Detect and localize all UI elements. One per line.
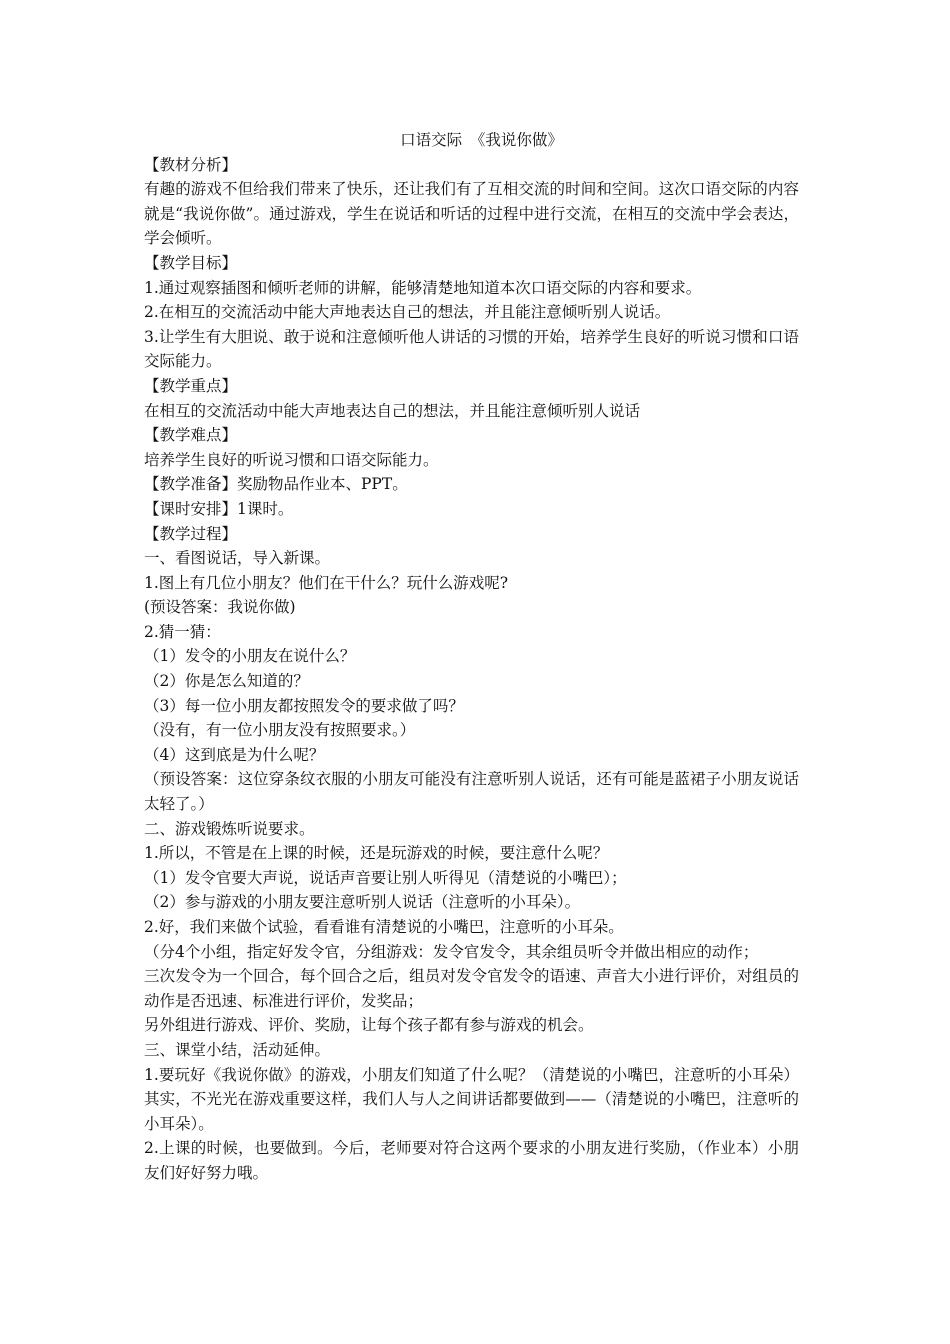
paragraph: 三次发令为一个回合，每个回合之后，组员对发令官发令的语速、声音大小进行评价，对组员的动作是否迅速、标准进行评价，发奖品； xyxy=(144,967,799,1010)
paragraph: 培养学生良好的听说习惯和口语交际能力。 xyxy=(144,450,439,469)
paragraph: （4）这到底是为什么呢？ xyxy=(144,745,325,764)
paragraph: （2）你是怎么知道的？ xyxy=(144,672,309,691)
paragraph: （1）发令官要大声说，说话声音要让别人听得见（清楚说的小嘴巴）； xyxy=(144,868,627,887)
paragraph: （预设答案：这位穿条纹衣服的小朋友可能没有注意听别人说话，还有可能是蓝裙子小朋友说话太轻了。） xyxy=(144,770,799,814)
paragraph: 【教材分析】 xyxy=(144,155,238,174)
document-title: 口语交际 《我说你做》 xyxy=(400,131,563,149)
paragraph: 1.所以，不管是在上课的时候，还是玩游戏的时候，要注意什么呢？ xyxy=(144,844,609,863)
paragraph: 【教学重点】 xyxy=(144,376,238,395)
paragraph: 有趣的游戏不但给我们带来了快乐，还让我们有了互相交流的时间和空间。这次口语交际的内容就是“我说你做”。通过游戏，学生在说话和听话的过程中进行交流，在相互的交流中学会表达，学会倾听。 xyxy=(144,180,799,248)
paragraph: 2.猜一猜： xyxy=(144,622,221,641)
paragraph: 【课时安排】1课时。 xyxy=(144,499,294,518)
document-body xyxy=(144,128,799,1186)
paragraph: 2.在相互的交流活动中能大声地表达自己的想法，并且能注意倾听别人说话。 xyxy=(144,303,671,322)
paragraph: （2）参与游戏的小朋友要注意听别人说话（注意听的小耳朵）。 xyxy=(144,893,581,912)
paragraph: 【教学目标】 xyxy=(144,253,238,272)
paragraph: 【教学过程】 xyxy=(144,524,238,543)
paragraph: (预设答案：我说你做) xyxy=(144,598,296,617)
paragraph: 二、游戏锻炼听说要求。 xyxy=(144,819,315,838)
paragraph: 一、看图说话，导入新课。 xyxy=(144,549,331,568)
paragraph: （分4个小组，指定好发令官，分组游戏：发令官发令，其余组员听令并做出相应的动作； xyxy=(144,942,759,961)
paragraph: 【教学难点】 xyxy=(144,426,238,445)
paragraph: 三、课堂小结，活动延伸。 xyxy=(144,1040,331,1059)
paragraph: 3.让学生有大胆说、敢于说和注意倾听他人讲话的习惯的开始，培养学生良好的听说习惯和口语交际能力。 xyxy=(144,327,799,371)
paragraph: 另外组进行游戏、评价、奖励，让每个孩子都有参与游戏的机会。 xyxy=(144,1016,594,1035)
paragraph-list xyxy=(144,153,799,1186)
paragraph: 1.通过观察插图和倾听老师的讲解，能够清楚地知道本次口语交际的内容和要求。 xyxy=(144,278,702,297)
paragraph: 2.好，我们来做个试验，看看谁有清楚说的小嘴巴，注意听的小耳朵。 xyxy=(144,918,624,936)
paragraph: （没有，有一位小朋友没有按照要求。） xyxy=(144,721,416,740)
paragraph: （1）发令的小朋友在说什么？ xyxy=(144,647,356,666)
paragraph: （3）每一位小朋友都按照发令的要求做了吗？ xyxy=(144,696,464,715)
paragraph: 1.图上有几位小朋友？他们在干什么？玩什么游戏呢? xyxy=(144,573,509,592)
paragraph: 1.要玩好《我说你做》的游戏，小朋友们知道了什么呢？（清楚说的小嘴巴，注意听的小耳朵）其实，不光光在游戏重要这样，我们人与人之间讲话都要做到——（清楚说的小嘴巴，注意听的小耳朵）。 xyxy=(144,1065,799,1133)
paragraph: 在相互的交流活动中能大声地表达自己的想法，并且能注意倾听别人说话 xyxy=(144,401,641,420)
paragraph: 【教学准备】奖励物品作业本、PPT。 xyxy=(144,475,408,494)
paragraph: 2.上课的时候，也要做到。今后，老师要对符合这两个要求的小朋友进行奖励，（作业本）小朋友们好好努力哦。 xyxy=(144,1139,799,1182)
